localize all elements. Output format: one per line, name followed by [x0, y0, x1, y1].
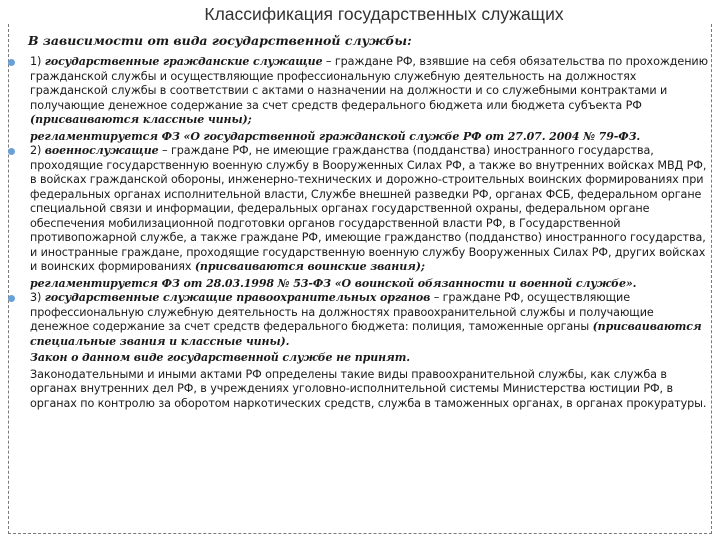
- item-regulation: регламентируется ФЗ «О государственной гражданской службе РФ от 27.07. 2004 № 79-ФЗ.: [30, 129, 641, 143]
- bullet-icon: [8, 59, 15, 66]
- item-body: 2) военнослужащие – граждане РФ, не имеющие гражданства (подданства) иностранного государства, проходящие государственную военную службу в Вооруженных Силах РФ, а также во внутренних войсках МВД РФ, в войсках гражданской обороны, инженерно-технических и дорожно-строительных воинских формированиях при федеральных органах исполнительной власти, Службе внешней разведки РФ, органах ФСБ, федеральном органе специальной связи и информации, федеральных органах государственной охраны, федеральном органе обеспечения мобилизационной подготовки органов государственной власти РФ, в Государственной противопожарной службе, а также граждане РФ, имеющие гражданство (подданство) иностранного государства, и иностранные граждане, проходящие государственную военную службу Вооруженных Силах РФ, других войсках и воинских формированиях (присваиваются воинские звания);: [30, 144, 707, 273]
- item-body: 3) государственные служащие правоохранительных органов – граждане РФ, осуществляющие профессиональную служебную деятельность на должностях правоохранительной службы и получающие денежное содержание за счет средств федерального бюджета: полиция, таможенные органы (присваиваются специальные звания и классные чины).: [30, 291, 702, 348]
- item-body: 1) государственные гражданские служащие – граждане РФ, взявшие на себя обязательства по прохождению гражданской службы и осуществляющие профессиональную служебную деятельность на должностях гражданской службы в соответствии с актами о назначении на должности и со служебными контрактами и получающие денежное содержание за счет средств федерального бюджета или бюджета субъекта РФ (присваиваются классные чины);: [30, 55, 708, 126]
- item-rank: (присваиваются воинские звания);: [194, 260, 425, 273]
- bullet-icon: [8, 295, 15, 302]
- item-law-note: Закон о данном виде государственной службе не принят.: [30, 351, 410, 364]
- item-rank: (присваиваются классные чины);: [30, 113, 252, 126]
- item-term: государственные гражданские служащие: [44, 55, 323, 68]
- item-regulation: регламентируется ФЗ от 28.03.1998 № 53-ФЗ «О воинской обязанности и военной службе».: [30, 276, 637, 290]
- list-item-law-enforcement: [30, 291, 708, 411]
- slide-subtitle: В зависимости от вида государственной службы:: [28, 33, 412, 48]
- slide-title: Классификация государственных служащих: [150, 4, 618, 25]
- content: [30, 55, 708, 411]
- item-rank: (присваиваются специальные звания и классные чины).: [30, 320, 702, 348]
- item-term: военнослужащие: [44, 144, 159, 157]
- bullet-icon: [8, 148, 15, 155]
- item-extra: Законодательными и иными актами РФ определены такие виды правоохранительной службы, как служба в органах внутренних дел РФ, в учреждениях уголовно-исполнительной системы Министерства юстиции РФ, в органах по контролю за оборотом наркотических средств, служба в таможенных органах, в органах прокуратуры.: [30, 367, 707, 410]
- list-item-civil-servants: [30, 55, 708, 144]
- item-term: государственные служащие правоохранительных органов: [44, 291, 431, 304]
- list-item-military: [30, 144, 708, 291]
